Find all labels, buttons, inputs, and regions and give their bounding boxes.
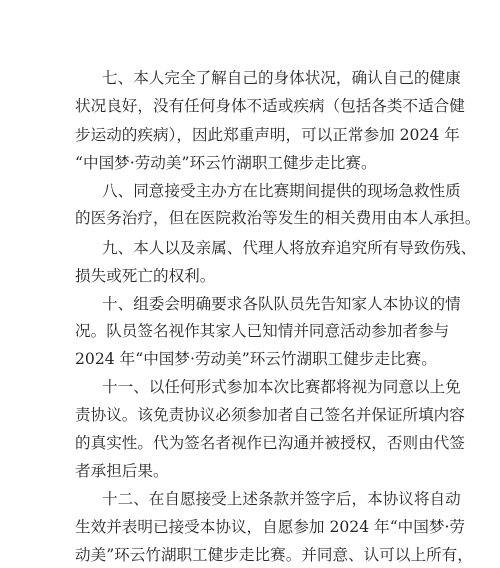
paragraph-10-line-3: 2024 年“中国梦·劳动美”环云竹湖职工健步走比赛。 [75, 350, 437, 368]
paragraph-12-line-3: 动美”环云竹湖职工健步走比赛。并同意、认可以上所有， [75, 546, 473, 564]
paragraph-10-line-1: 十、组委会明确要求各队队员先告知家人本协议的情 [102, 295, 461, 313]
paragraph-9-line-2: 损失或死亡的权利。 [75, 267, 216, 285]
paragraph-8-line-1: 八、同意接受主办方在比赛期间提供的现场急救性质 [102, 182, 461, 200]
paragraph-11-line-3: 的真实性。代为签名者视作已沟通并被授权，否则由代签 [75, 434, 465, 452]
paragraph-11-line-2: 责协议。该免责协议必须参加者自己签名并保证所填内容 [75, 406, 465, 424]
paragraph-11-line-1: 十一、以任何形式参加本次比赛都将视为同意以上免 [102, 378, 461, 396]
paragraph-12-line-2: 生效并表明已接受本协议，自愿参加 2024 年“中国梦·劳 [75, 518, 465, 536]
paragraph-7-line-4: “中国梦·劳动美”环云竹湖职工健步走比赛。 [75, 154, 377, 172]
paragraph-7-line-2: 状况良好，没有任何身体不适或疾病（包括各类不适合健 [75, 97, 465, 115]
paragraph-12-line-1: 十二、在自愿接受上述条款并签字后，本协议将自动 [102, 490, 461, 508]
paragraph-10-line-2: 况。队员签名视作其家人已知情并同意活动参加者参与 [75, 322, 450, 340]
paragraph-8-line-2: 的医务治疗，但在医院救治等发生的相关费用由本人承担。 [75, 209, 481, 227]
paragraph-11-line-4: 者承担后果。 [75, 462, 169, 480]
paragraph-7-line-3: 步运动的疾病），因此郑重声明，可以正常参加 2024 年 [75, 126, 460, 144]
paragraph-9-line-1: 九、本人以及亲属、代理人将放弃追究所有导致伤残、 [102, 239, 477, 257]
paragraph-7-line-1: 七、本人完全了解自己的身体状况，确认自己的健康 [102, 69, 461, 87]
